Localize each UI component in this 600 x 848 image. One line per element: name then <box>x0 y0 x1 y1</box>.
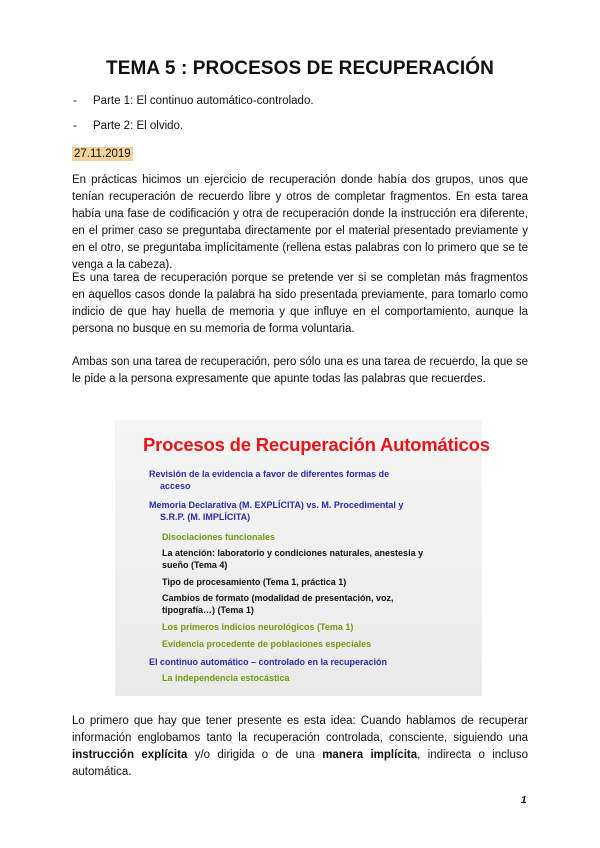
date-highlight: 27.11.2019 <box>74 148 131 160</box>
slide-item-procesamiento: Tipo de procesamiento (Tema 1, práctica 1) <box>162 577 347 587</box>
paragraph-ambas: Ambas son una tarea de recuperación, pero sólo una es una tarea de recuerdo, la que se le pide a la persona expresamente que apunte todas las palabras que recuerdes. <box>72 356 528 385</box>
slide-item-line: La atención: laboratorio y condiciones naturales, anestesia y <box>162 548 424 558</box>
slide-image <box>115 420 490 696</box>
slide-item-line: S.R.P. (M. IMPLÍCITA) <box>160 512 251 522</box>
text-run: , indirecta o incluso automática. <box>72 749 528 778</box>
text-run: y/o dirigida o de una <box>187 749 323 761</box>
paragraph-tarea-recuperacion: Es una tarea de recuperación porque se pretende ver si se completan más fragmentos en aquellos casos donde la palabra ha sido presentada previamente, para tomarlo como indicio de que hay huella de memoria y que influye en el comportamiento, aunque la persona no busque en su memoria de forma voluntaria. <box>72 272 528 335</box>
slide-item-disociaciones: Disociaciones funcionales <box>162 532 276 542</box>
slide-item-revision <box>149 468 389 492</box>
slide-item-line: acceso <box>160 481 191 491</box>
slide-item-continuo: El continuo automático – controlado en la recuperación <box>149 657 388 667</box>
list-item <box>73 120 533 145</box>
slide-item-poblaciones: Evidencia procedente de poblaciones especiales <box>162 639 372 649</box>
page-title: TEMA 5 : PROCESOS DE RECUPERACIÓN <box>106 58 494 79</box>
slide-item-line: tipografía…) (Tema 1) <box>162 605 254 615</box>
slide-item-neurologicos: Los primeros indicios neurológicos (Tema 1) <box>162 622 354 632</box>
slide-title: Procesos de Recuperación Automáticos <box>143 434 490 455</box>
list-item-text: Parte 2: El olvido. <box>93 120 184 132</box>
slide-item-line: Cambios de formato (modalidad de presentación, voz, <box>162 593 394 603</box>
list-bullet: - <box>73 120 77 132</box>
bold-text-manera: manera implícita <box>322 749 418 761</box>
page-number: 1 <box>521 795 527 806</box>
list-bullet: - <box>73 95 77 107</box>
parts-list <box>73 95 533 145</box>
slide-item-atencion <box>162 547 423 571</box>
slide-item-line: Memoria Declarativa (M. EXPLÍCITA) vs. M. Procedimental y <box>149 500 404 510</box>
slide-item-memoria <box>149 499 403 523</box>
bold-text-instruccion: instrucción explícita <box>72 749 188 761</box>
slide-item-line: Revisión de la evidencia a favor de diferentes formas de <box>149 469 390 479</box>
list-item-text: Parte 1: El continuo automático-controlado. <box>93 95 314 107</box>
slide-item-formato <box>162 592 394 616</box>
slide-item-independencia: La independencia estocástica <box>162 673 290 683</box>
paragraph-idea <box>72 713 528 781</box>
text-run: Lo primero que hay que tener presente es esta idea: Cuando hablamos de recuperar información englobamos tanto la recuperación controlada, consciente, siguiendo una <box>72 715 528 744</box>
paragraph-practicas: En prácticas hicimos un ejercicio de recuperación donde había dos grupos, unos que tenían recuperación de recuerdo libre y otros de completar fragmentos. En esta tarea había una fase de codificación y otra de recuperación donde la instrucción era diferente, en el primer caso se preguntaba directamente por el material presentado previamente y en el otro, se preguntaba implícitamente (rellena estas palabras con lo primero que se te venga a la cabeza). <box>72 174 528 271</box>
list-item <box>73 95 533 120</box>
slide-item-line: sueño (Tema 4) <box>162 560 228 570</box>
